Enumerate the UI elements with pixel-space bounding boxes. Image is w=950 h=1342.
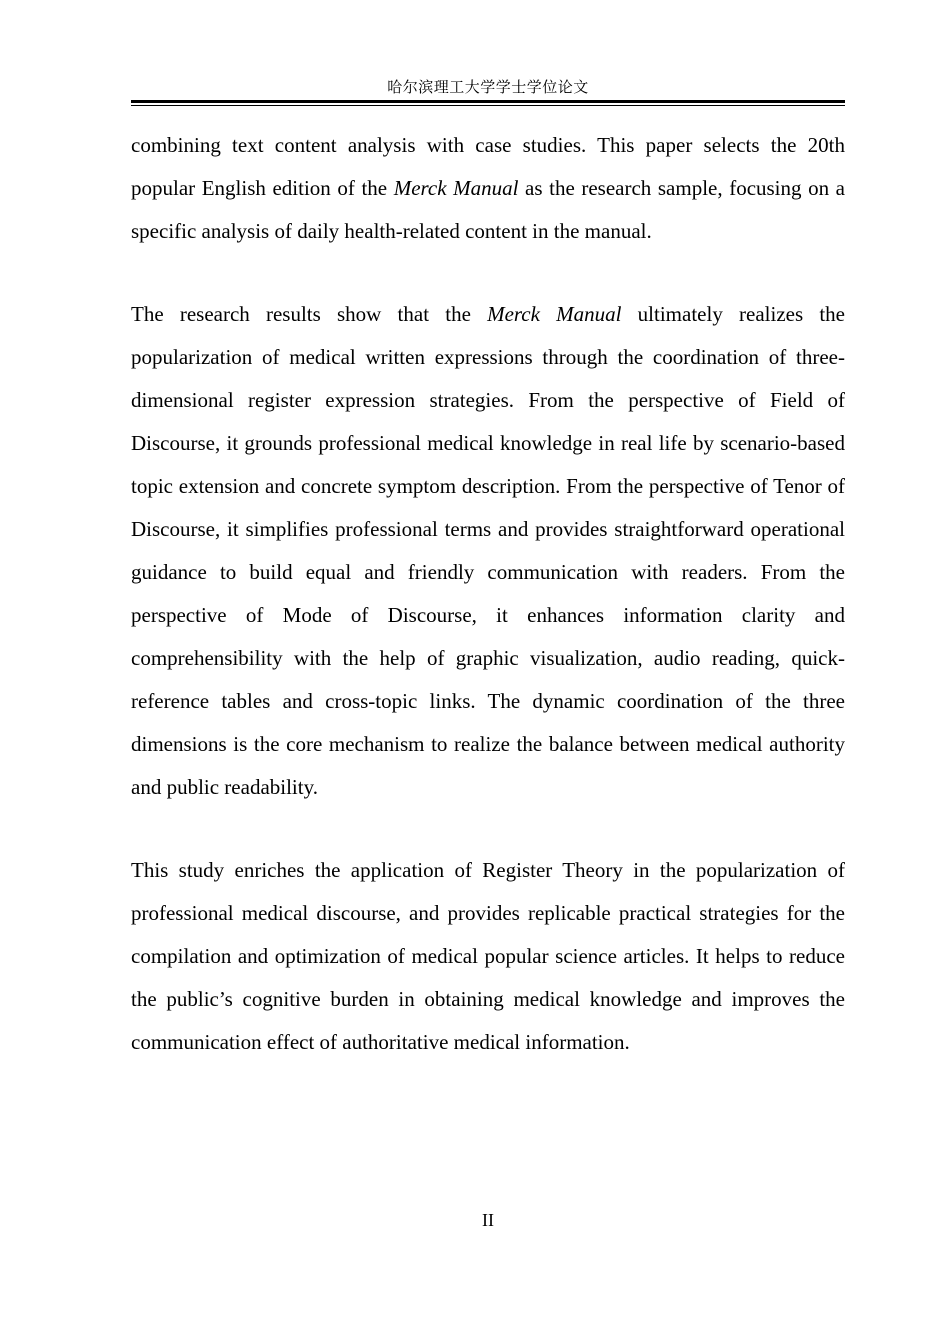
paragraph-3-text: This study enriches the application of Register Theory in the popularization of professional medical discourse, and provides replicable practical strategies for the compilation and optimization of medical popular science articles. It helps to reduce the public’s cognitive burden in obtaining medical knowledge and improves the communication effect of authoritative medical information. [131, 858, 845, 1054]
paragraph-2-text-b: ultimately realizes the popularization of medical written expressions through the coordination of three-dimensional register expression strategies. From the perspective of Field of Discourse, it grounds professional medical knowledge in real life by scenario-based topic extension and concrete symptom description. From the perspective of Tenor of Discourse, it simplifies professional terms and provides straightforward operational guidance to build equal and friendly communication with readers. From the perspective of Mode of Discourse, it enhances information clarity and comprehensibility with the help of graphic visualization, audio reading, quick-reference tables and cross-topic links. The dynamic coordination of the three dimensions is the core mechanism to realize the balance between medical authority and public readability. [131, 302, 845, 799]
header-rule-thin [131, 105, 845, 106]
running-header: 哈尔滨理工大学学士学位论文 [387, 80, 589, 96]
paragraph-2 [131, 293, 845, 809]
page-number: II [482, 1210, 494, 1230]
paragraph-1-book-title: Merck Manual [393, 176, 519, 200]
paragraph-1-text-b: as the research sample, focusing on a specific analysis of daily health-related content in the manual. [131, 176, 845, 243]
paragraph-1-text-a: combining text content analysis with case studies. This paper selects the 20th popular English edition of the [131, 133, 845, 200]
header-rule-thick [131, 100, 845, 103]
paragraph-2-text-a: The research results show that the [131, 302, 488, 326]
paragraph-3 [131, 849, 845, 1064]
page-body [131, 124, 845, 1104]
paragraph-2-book-title: Merck Manual [487, 302, 622, 326]
paragraph-1 [131, 124, 845, 253]
